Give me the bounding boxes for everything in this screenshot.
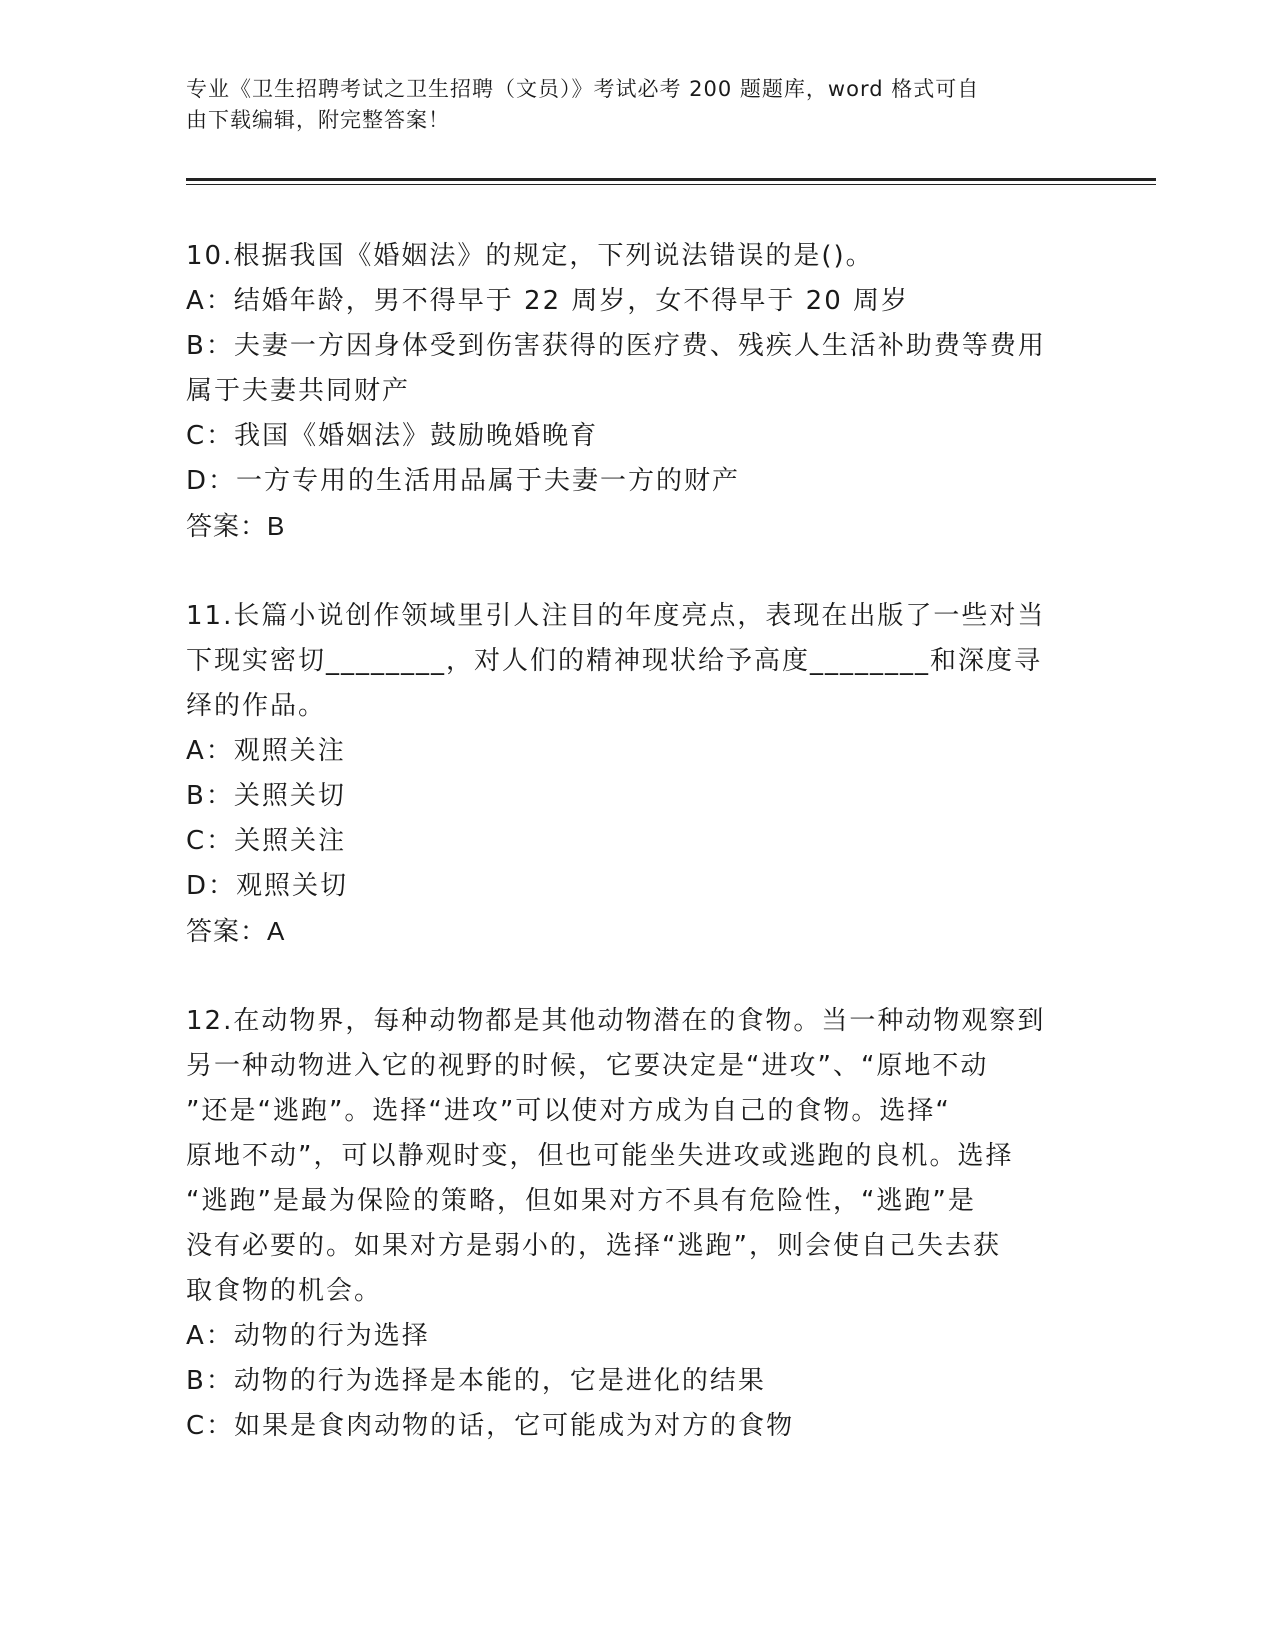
answer-option-line: A：结婚年龄，男不得早于 22 周岁，女不得早于 20 周岁 (186, 286, 910, 316)
document-header (186, 74, 1066, 136)
answer-option-line: A：观照关注 (186, 736, 346, 766)
question-block (186, 234, 1086, 549)
header-divider-thick (186, 178, 1156, 181)
question-stem-line: 原地不动”，可以静观时变，但也可能坐失进攻或逃跑的良机。选择 (186, 1141, 1014, 1171)
answer-option-line: C：如果是食肉动物的话，它可能成为对方的食物 (186, 1411, 795, 1441)
question-list (186, 234, 1086, 1494)
header-line-2: 由下载编辑，附完整答案！ (186, 108, 450, 132)
answer-option-line: C：我国《婚姻法》鼓励晚婚晚育 (186, 421, 599, 451)
answer-option-line: D：观照关切 (186, 871, 349, 901)
answer-key: 答案：A (186, 916, 286, 946)
question-stem-line: 下现实密切________，对人们的精神现状给予高度________和深度寻 (186, 646, 1043, 676)
question-stem-line: 10.根据我国《婚姻法》的规定，下列说法错误的是()。 (186, 241, 874, 271)
question-stem-line: 另一种动物进入它的视野的时候，它要决定是“进攻”、“原地不动 (186, 1051, 989, 1081)
answer-option-line: D：一方专用的生活用品属于夫妻一方的财产 (186, 466, 741, 496)
question-stem-line: 11.长篇小说创作领域里引人注目的年度亮点，表现在出版了一些对当 (186, 601, 1046, 631)
question-stem-line: 绎的作品。 (186, 691, 327, 721)
answer-option-line: C：关照关注 (186, 826, 347, 856)
header-line-1: 专业《卫生招聘考试之卫生招聘（文员）》考试必考 200 题题库，word 格式可自 (186, 77, 980, 101)
answer-option-line: B：关照关切 (186, 781, 346, 811)
answer-option-line: B：动物的行为选择是本能的，它是进化的结果 (186, 1366, 766, 1396)
answer-option-line: A：动物的行为选择 (186, 1321, 430, 1351)
question-block (186, 594, 1086, 954)
question-stem-line: 没有必要的。如果对方是弱小的，选择“逃跑”，则会使自己失去获 (186, 1231, 1001, 1261)
question-stem-line: 取食物的机会。 (186, 1276, 383, 1306)
header-divider-thin (186, 184, 1156, 185)
answer-option-line: B：夫妻一方因身体受到伤害获得的医疗费、残疾人生活补助费等费用 (186, 331, 1046, 361)
question-stem-line: “逃跑”是最为保险的策略，但如果对方不具有危险性，“逃跑”是 (186, 1186, 976, 1216)
question-stem-line: ”还是“逃跑”。选择“进攻”可以使对方成为自己的食物。选择“ (186, 1096, 951, 1126)
question-stem-line: 12.在动物界，每种动物都是其他动物潜在的食物。当一种动物观察到 (186, 1006, 1046, 1036)
answer-key: 答案：B (186, 511, 286, 541)
answer-option-line: 属于夫妻共同财产 (186, 376, 411, 406)
question-block (186, 999, 1086, 1449)
